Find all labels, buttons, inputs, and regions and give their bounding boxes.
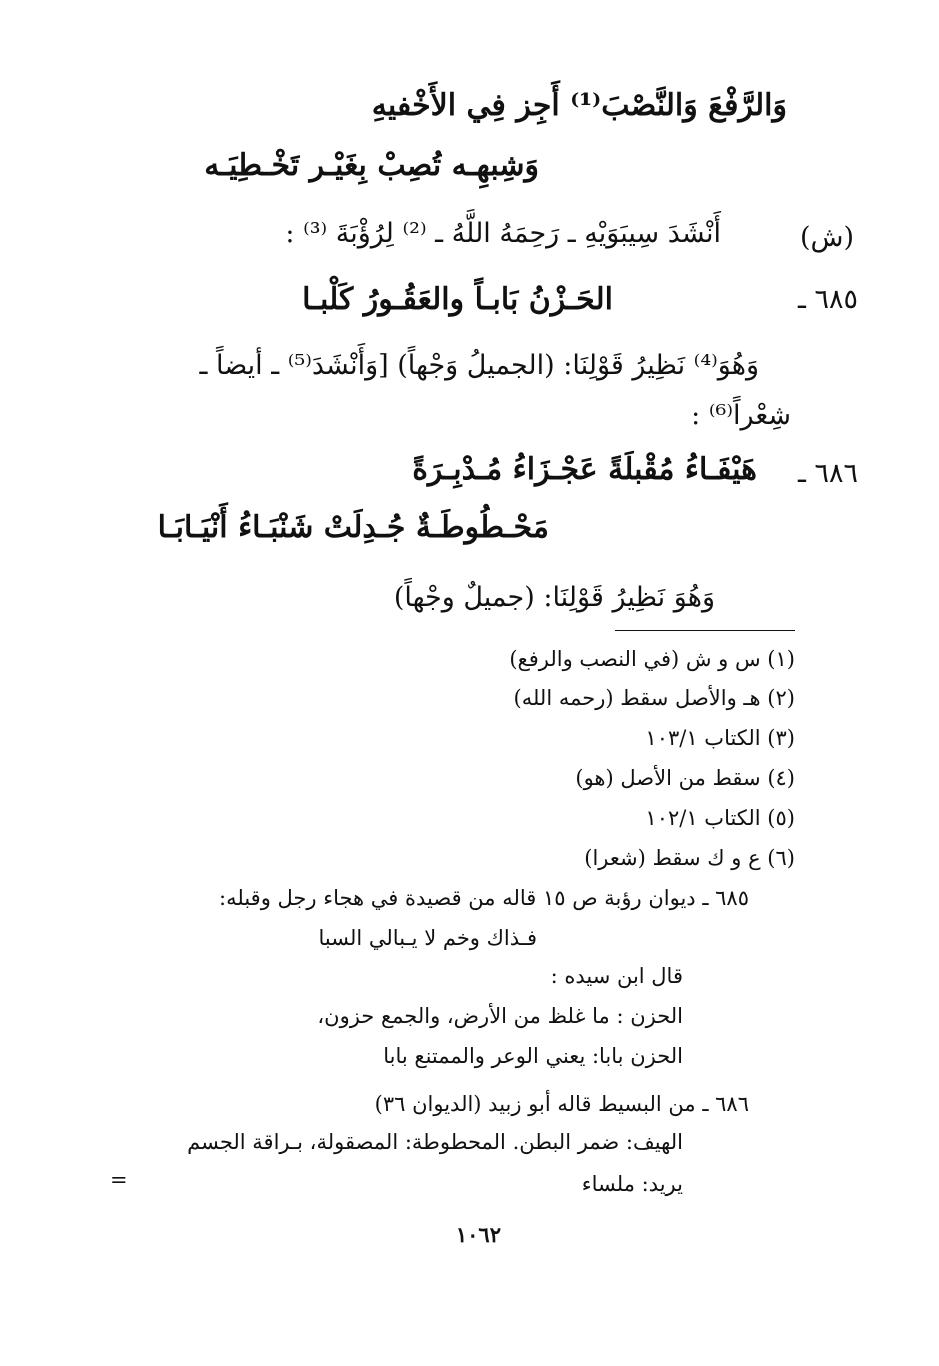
verse-685-number: ٦٨٥ ـ: [798, 284, 859, 315]
continuation-mark: =: [110, 1168, 128, 1192]
footnote-4: (٤) سقط من الأصل (هو): [575, 766, 795, 790]
commentary-definition-2: الحزن بابا: يعني الوعر والممتنع بابا: [383, 1044, 683, 1068]
footnote-6: (٦) ع و ك سقط (شعرا): [584, 846, 795, 870]
explanation-line: وَهُوَ⁽⁴⁾ نَظِيرُ قَوْلِنَا: (الجميلُ وَجْهاً) [وَأَنْشَدَ⁽⁵⁾ ـ أيضاً ـ: [199, 350, 759, 381]
commentary-preceding-verse: فـذاك وخم لا يـبالي السبا: [318, 926, 537, 950]
verse-685: الحَـزْنُ بَابـاً والعَقُـورُ كَلْبـا: [302, 282, 613, 317]
explanation-line-2: شِعْراً⁽⁶⁾ :: [691, 400, 791, 431]
sh-marker: (ش): [800, 222, 855, 253]
page-number: ١٠٦٢: [455, 1222, 501, 1247]
commentary-definition-1: الحزن : ما غلظ من الأرض، والجمع حزون،: [317, 1004, 683, 1028]
verse-686-second-hemistich: مَحْـطُوطَـةٌ جُـدِلَتْ شَنْبَـاءُ أَنْيَـابَـا: [157, 510, 549, 545]
verse-686-first-hemistich: هَيْفَـاءُ مُقْبلَةً عَجْـزَاءُ مُـدْبِـرَةً: [412, 452, 757, 487]
commentary-686-heading: ٦٨٦ ـ من البسيط قاله أبو زبيد (الديوان ٣٦): [374, 1092, 749, 1116]
footnote-rule: [615, 630, 795, 631]
verse-line-2: وَشِبهِـه تُصِبْ بِغَيْـر تَخْـطِيَـه: [204, 148, 539, 183]
intro-line: أَنْشَدَ سِيبَوَيْهِ ـ رَحِمَهُ اللَّهُ ـ ⁽²⁾ لِرُؤْبَةَ ⁽³⁾ :: [285, 218, 721, 249]
footnote-1: (١) س و ش (في النصب والرفع): [509, 647, 795, 671]
comparison-line: وَهُوَ نَظِيرُ قَوْلِنَا: (جميلٌ وجْهاً): [393, 582, 715, 613]
commentary-685-heading: ٦٨٥ ـ ديوان رؤبة ص ١٥ قاله من قصيدة في هجاء رجل وقبله:: [219, 886, 749, 910]
footnote-3: (٣) الكتاب ١٠٣/١: [645, 726, 795, 750]
footnote-5: (٥) الكتاب ١٠٢/١: [645, 806, 795, 830]
commentary-definition-3: الهيف: ضمر البطن. المحطوطة: المصقولة، بـراقة الجسم: [187, 1130, 683, 1154]
footnote-2: (٢) هـ والأصل سقط (رحمه الله): [513, 686, 795, 710]
commentary-ibn-sidah: قال ابن سيده :: [550, 964, 683, 988]
verse-line-1: وَالرَّفْعَ وَالنَّصْبَ⁽¹⁾ أَجِز فِي الأَخْفيهِ: [371, 88, 787, 123]
verse-686-number: ٦٨٦ ـ: [798, 458, 859, 489]
commentary-definition-4: يريد: ملساء: [581, 1172, 683, 1196]
